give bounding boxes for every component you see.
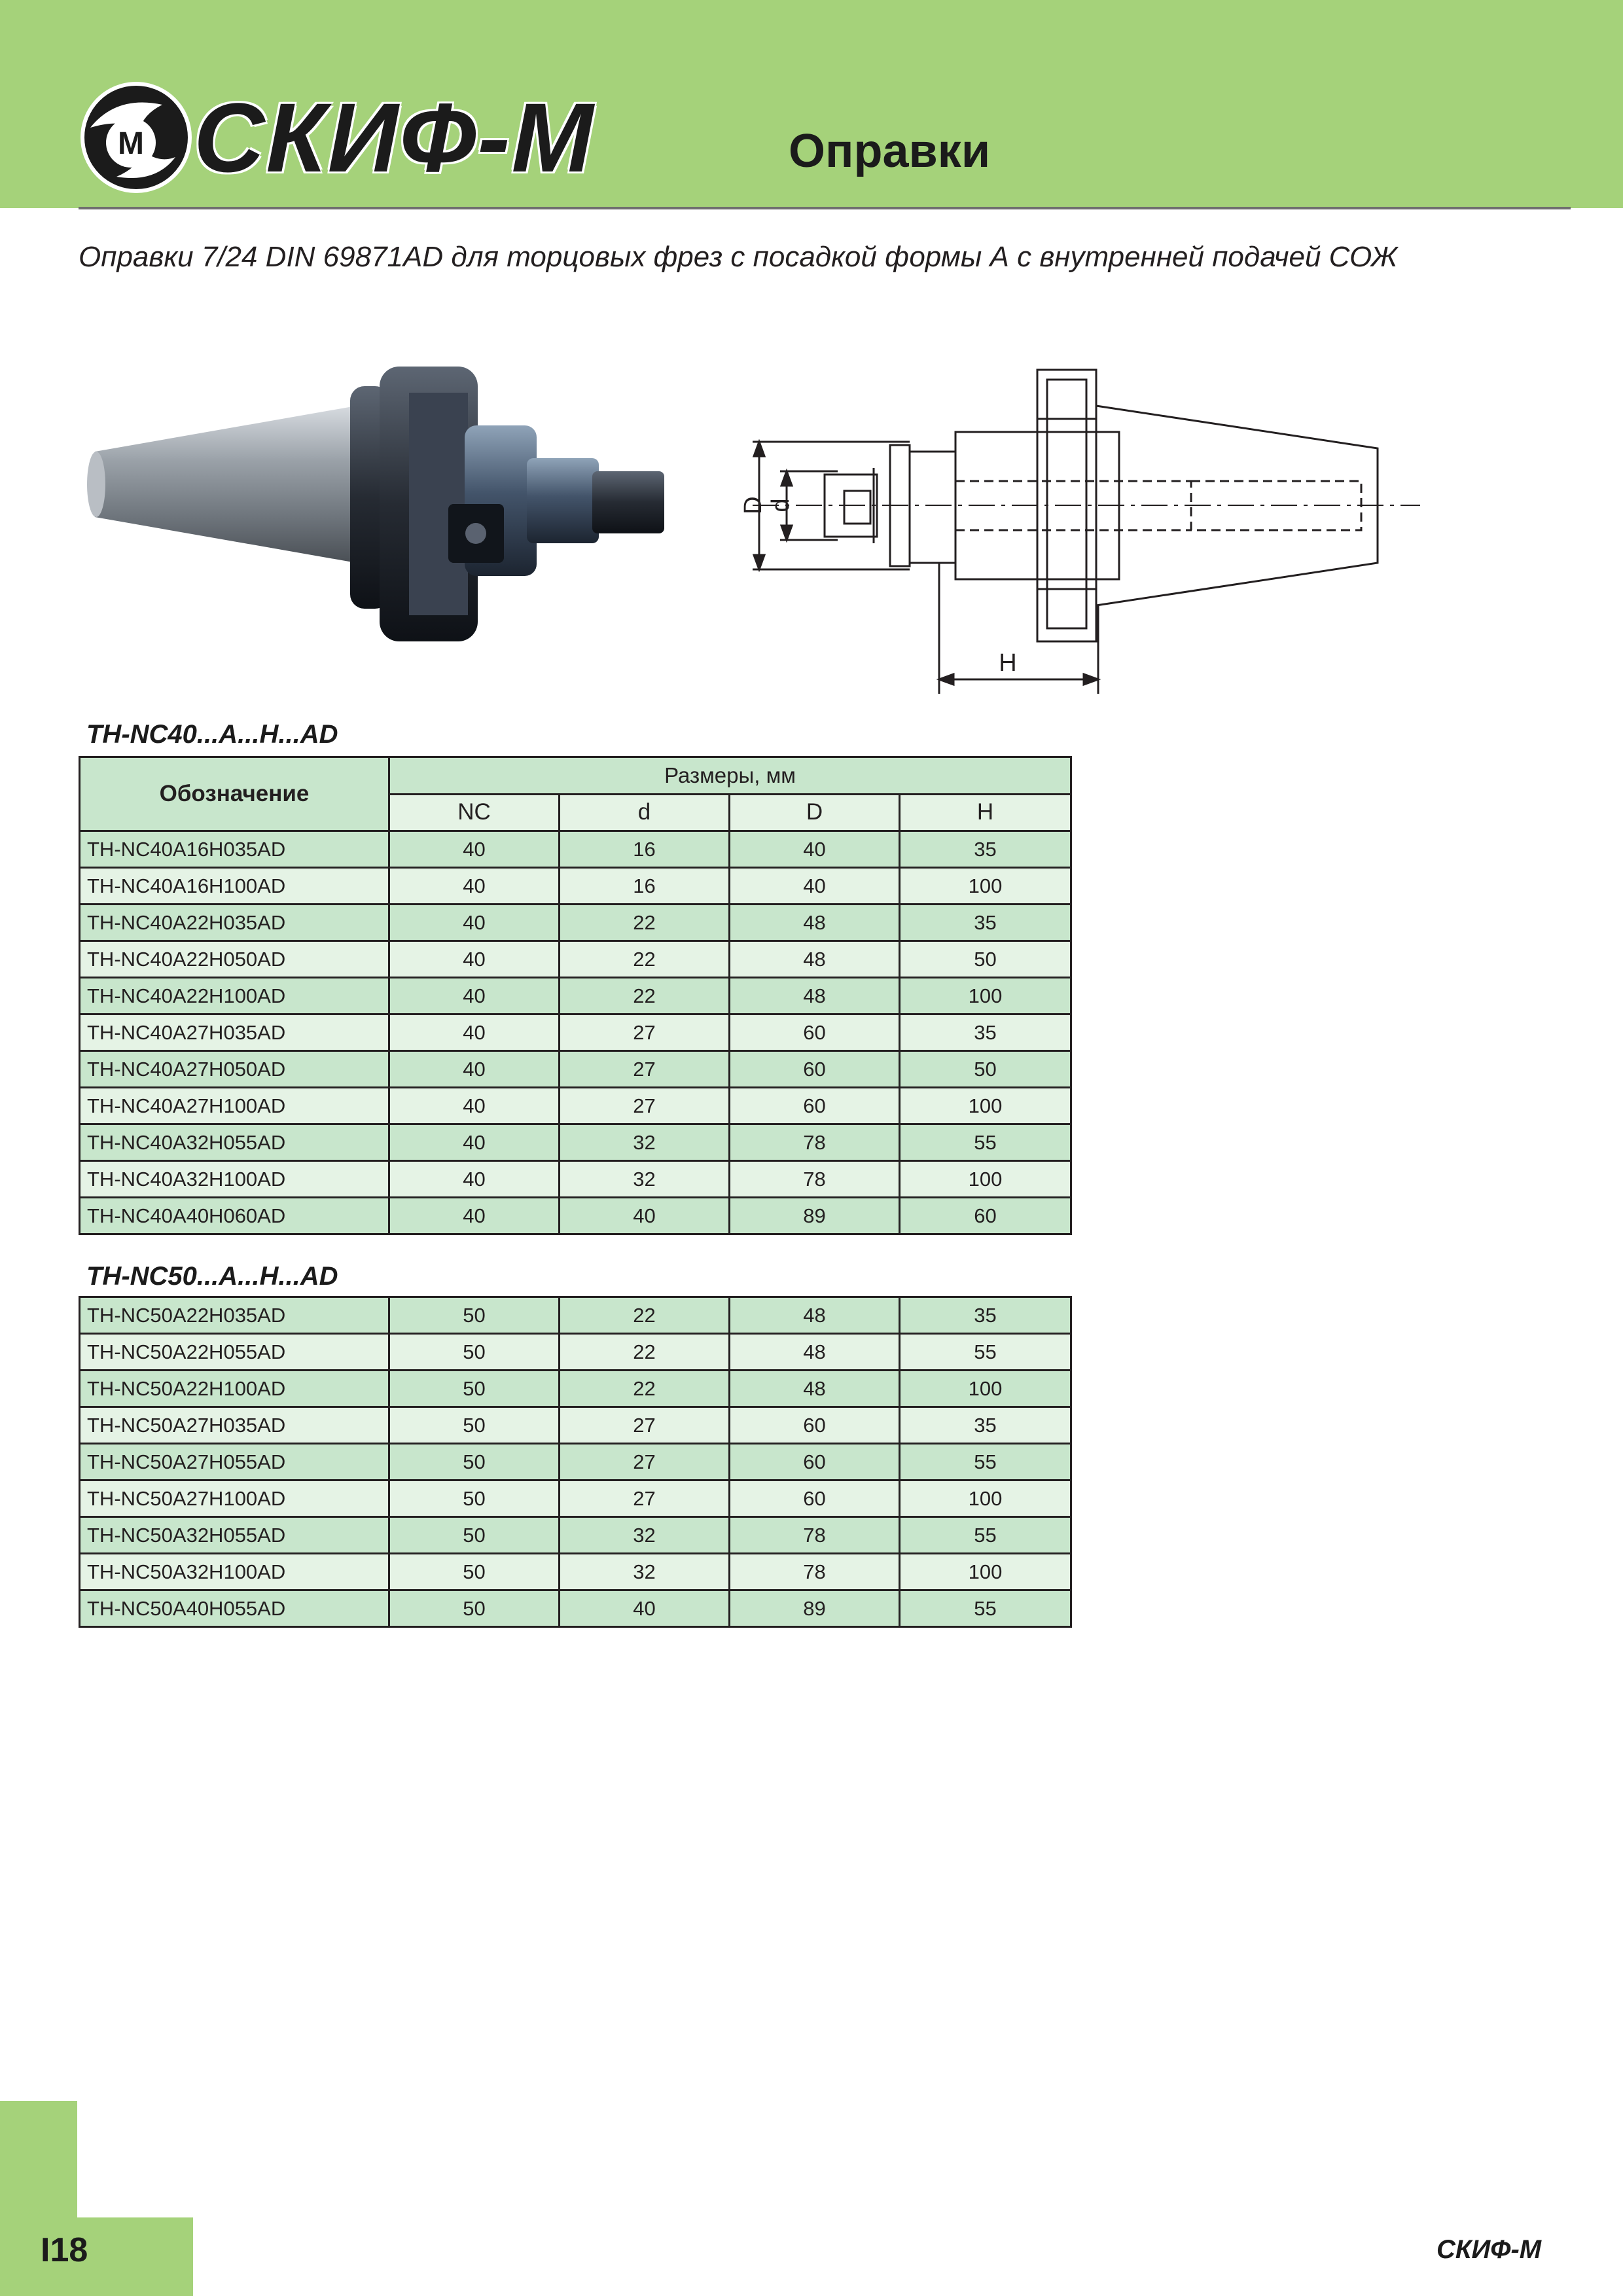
table-row — [80, 978, 1071, 1014]
cell-h-value: 35 — [900, 1407, 1071, 1444]
spec-table-nc40 — [79, 756, 1072, 1235]
cell-D-value: 60 — [730, 1014, 900, 1051]
cell-nc-value: 50 — [389, 1371, 560, 1407]
dimension-D-label: D — [740, 496, 767, 514]
table-row — [80, 1334, 1071, 1371]
cell-d-value: 32 — [560, 1554, 730, 1590]
cell-designation: TH-NC50A22H055AD — [80, 1334, 389, 1371]
cell-designation: TH-NC40A40H060AD — [80, 1198, 389, 1234]
table-row — [80, 1051, 1071, 1088]
group-label-nc50: TH-NC50...A...H...AD — [86, 1262, 338, 1291]
cell-nc-value: 40 — [389, 1161, 560, 1198]
cell-nc-value: 40 — [389, 1124, 560, 1161]
cell-D-value: 60 — [730, 1407, 900, 1444]
cell-designation: TH-NC40A22H035AD — [80, 905, 389, 941]
cell-d-value: 40 — [560, 1198, 730, 1234]
logo-emblem-icon — [77, 79, 195, 196]
col-header-d-large: D — [730, 794, 900, 831]
cell-d-value: 32 — [560, 1517, 730, 1554]
cell-h-value: 55 — [900, 1334, 1071, 1371]
cell-nc-value: 50 — [389, 1554, 560, 1590]
table-row — [80, 868, 1071, 905]
cell-h-value: 35 — [900, 831, 1071, 868]
cell-h-value: 100 — [900, 868, 1071, 905]
cell-d-value: 22 — [560, 941, 730, 978]
cell-h-value: 100 — [900, 1161, 1071, 1198]
brand-logo — [77, 79, 601, 196]
table-row — [80, 1297, 1071, 1334]
cell-designation: TH-NC40A22H100AD — [80, 978, 389, 1014]
col-header-nc: NC — [389, 794, 560, 831]
cell-d-value: 32 — [560, 1124, 730, 1161]
cell-designation: TH-NC40A16H035AD — [80, 831, 389, 868]
cell-nc-value: 40 — [389, 1051, 560, 1088]
col-header-designation: Обозначение — [80, 757, 389, 831]
cell-D-value: 48 — [730, 1297, 900, 1334]
cell-D-value: 60 — [730, 1444, 900, 1480]
table-row — [80, 1444, 1071, 1480]
cell-D-value: 89 — [730, 1198, 900, 1234]
col-header-d-small: d — [560, 794, 730, 831]
cell-D-value: 78 — [730, 1517, 900, 1554]
cell-D-value: 40 — [730, 868, 900, 905]
cell-D-value: 78 — [730, 1161, 900, 1198]
dimension-H-label: H — [999, 649, 1017, 677]
cell-d-value: 32 — [560, 1161, 730, 1198]
cell-designation: TH-NC40A32H100AD — [80, 1161, 389, 1198]
page-subtitle: Оправки 7/24 DIN 69871AD для торцовых фрез с посадкой формы А с внутренней подачей СОЖ — [79, 241, 1398, 273]
header-divider — [79, 207, 1571, 209]
table-row — [80, 831, 1071, 868]
cell-D-value: 40 — [730, 831, 900, 868]
cell-designation: TH-NC50A22H100AD — [80, 1371, 389, 1407]
cell-d-value: 27 — [560, 1014, 730, 1051]
cell-nc-value: 40 — [389, 905, 560, 941]
cell-designation: TH-NC40A27H050AD — [80, 1051, 389, 1088]
cell-d-value: 27 — [560, 1051, 730, 1088]
cell-designation: TH-NC50A32H055AD — [80, 1517, 389, 1554]
footer-band-bottom — [0, 2217, 193, 2296]
spec-table-nc50 — [79, 1296, 1072, 1628]
section-title: Оправки — [789, 125, 991, 177]
cell-nc-value: 40 — [389, 978, 560, 1014]
cell-D-value: 78 — [730, 1124, 900, 1161]
technical-drawing — [740, 353, 1433, 694]
cell-nc-value: 50 — [389, 1407, 560, 1444]
cell-nc-value: 40 — [389, 831, 560, 868]
cell-h-value: 50 — [900, 941, 1071, 978]
cell-D-value: 78 — [730, 1554, 900, 1590]
table-row — [80, 1517, 1071, 1554]
cell-D-value: 60 — [730, 1088, 900, 1124]
cell-d-value: 27 — [560, 1407, 730, 1444]
cell-designation: TH-NC50A27H055AD — [80, 1444, 389, 1480]
cell-h-value: 60 — [900, 1198, 1071, 1234]
table-row — [80, 1014, 1071, 1051]
table-row — [80, 905, 1071, 941]
cell-h-value: 35 — [900, 905, 1071, 941]
cell-h-value: 55 — [900, 1124, 1071, 1161]
cell-d-value: 27 — [560, 1088, 730, 1124]
logo-letter: М — [118, 126, 144, 161]
cell-designation: TH-NC50A27H100AD — [80, 1480, 389, 1517]
cell-designation: TH-NC50A40H055AD — [80, 1590, 389, 1627]
cell-designation: TH-NC50A22H035AD — [80, 1297, 389, 1334]
table-row — [80, 941, 1071, 978]
cell-nc-value: 50 — [389, 1480, 560, 1517]
cell-nc-value: 50 — [389, 1517, 560, 1554]
cell-designation: TH-NC40A27H100AD — [80, 1088, 389, 1124]
cell-nc-value: 50 — [389, 1590, 560, 1627]
table-row — [80, 1124, 1071, 1161]
cell-nc-value: 50 — [389, 1297, 560, 1334]
cell-d-value: 40 — [560, 1590, 730, 1627]
table-row — [80, 1590, 1071, 1627]
cell-nc-value: 50 — [389, 1444, 560, 1480]
cell-d-value: 27 — [560, 1444, 730, 1480]
cell-D-value: 48 — [730, 941, 900, 978]
brand-name: СКИФ-М — [194, 82, 595, 192]
cell-d-value: 27 — [560, 1480, 730, 1517]
cell-designation: TH-NC40A16H100AD — [80, 868, 389, 905]
col-header-h: H — [900, 794, 1071, 831]
cell-h-value: 100 — [900, 1088, 1071, 1124]
cell-nc-value: 40 — [389, 1198, 560, 1234]
cell-h-value: 35 — [900, 1297, 1071, 1334]
cell-d-value: 22 — [560, 978, 730, 1014]
cell-nc-value: 40 — [389, 1088, 560, 1124]
cell-h-value: 50 — [900, 1051, 1071, 1088]
footer-brand: СКИФ-М — [1436, 2235, 1542, 2264]
col-header-dimensions: Размеры, мм — [389, 757, 1071, 795]
cell-h-value: 55 — [900, 1517, 1071, 1554]
cell-nc-value: 50 — [389, 1334, 560, 1371]
cell-h-value: 100 — [900, 1371, 1071, 1407]
cell-d-value: 22 — [560, 1334, 730, 1371]
table-row — [80, 1407, 1071, 1444]
table-row — [80, 1371, 1071, 1407]
cell-h-value: 35 — [900, 1014, 1071, 1051]
page-number: I18 — [41, 2231, 88, 2269]
cell-designation: TH-NC50A32H100AD — [80, 1554, 389, 1590]
cell-designation: TH-NC40A32H055AD — [80, 1124, 389, 1161]
cell-designation: TH-NC40A27H035AD — [80, 1014, 389, 1051]
cell-h-value: 100 — [900, 1554, 1071, 1590]
cell-h-value: 100 — [900, 978, 1071, 1014]
tool-holder-photo — [82, 347, 684, 687]
table-row — [80, 1088, 1071, 1124]
cell-nc-value: 40 — [389, 1014, 560, 1051]
cell-h-value: 100 — [900, 1480, 1071, 1517]
cell-d-value: 16 — [560, 831, 730, 868]
cell-h-value: 55 — [900, 1444, 1071, 1480]
dimension-d-label: d — [767, 498, 794, 512]
cell-D-value: 48 — [730, 978, 900, 1014]
group-label-nc40: TH-NC40...A...H...AD — [86, 720, 338, 749]
cell-D-value: 60 — [730, 1480, 900, 1517]
table-row — [80, 1554, 1071, 1590]
table-row — [80, 1198, 1071, 1234]
cell-D-value: 48 — [730, 905, 900, 941]
cell-D-value: 48 — [730, 1371, 900, 1407]
cell-d-value: 22 — [560, 1297, 730, 1334]
cell-D-value: 89 — [730, 1590, 900, 1627]
table-row — [80, 1480, 1071, 1517]
cell-nc-value: 40 — [389, 941, 560, 978]
cell-d-value: 22 — [560, 905, 730, 941]
cell-D-value: 60 — [730, 1051, 900, 1088]
cell-D-value: 48 — [730, 1334, 900, 1371]
cell-h-value: 55 — [900, 1590, 1071, 1627]
cell-designation: TH-NC40A22H050AD — [80, 941, 389, 978]
cell-d-value: 22 — [560, 1371, 730, 1407]
cell-nc-value: 40 — [389, 868, 560, 905]
table-row — [80, 1161, 1071, 1198]
cell-d-value: 16 — [560, 868, 730, 905]
cell-designation: TH-NC50A27H035AD — [80, 1407, 389, 1444]
